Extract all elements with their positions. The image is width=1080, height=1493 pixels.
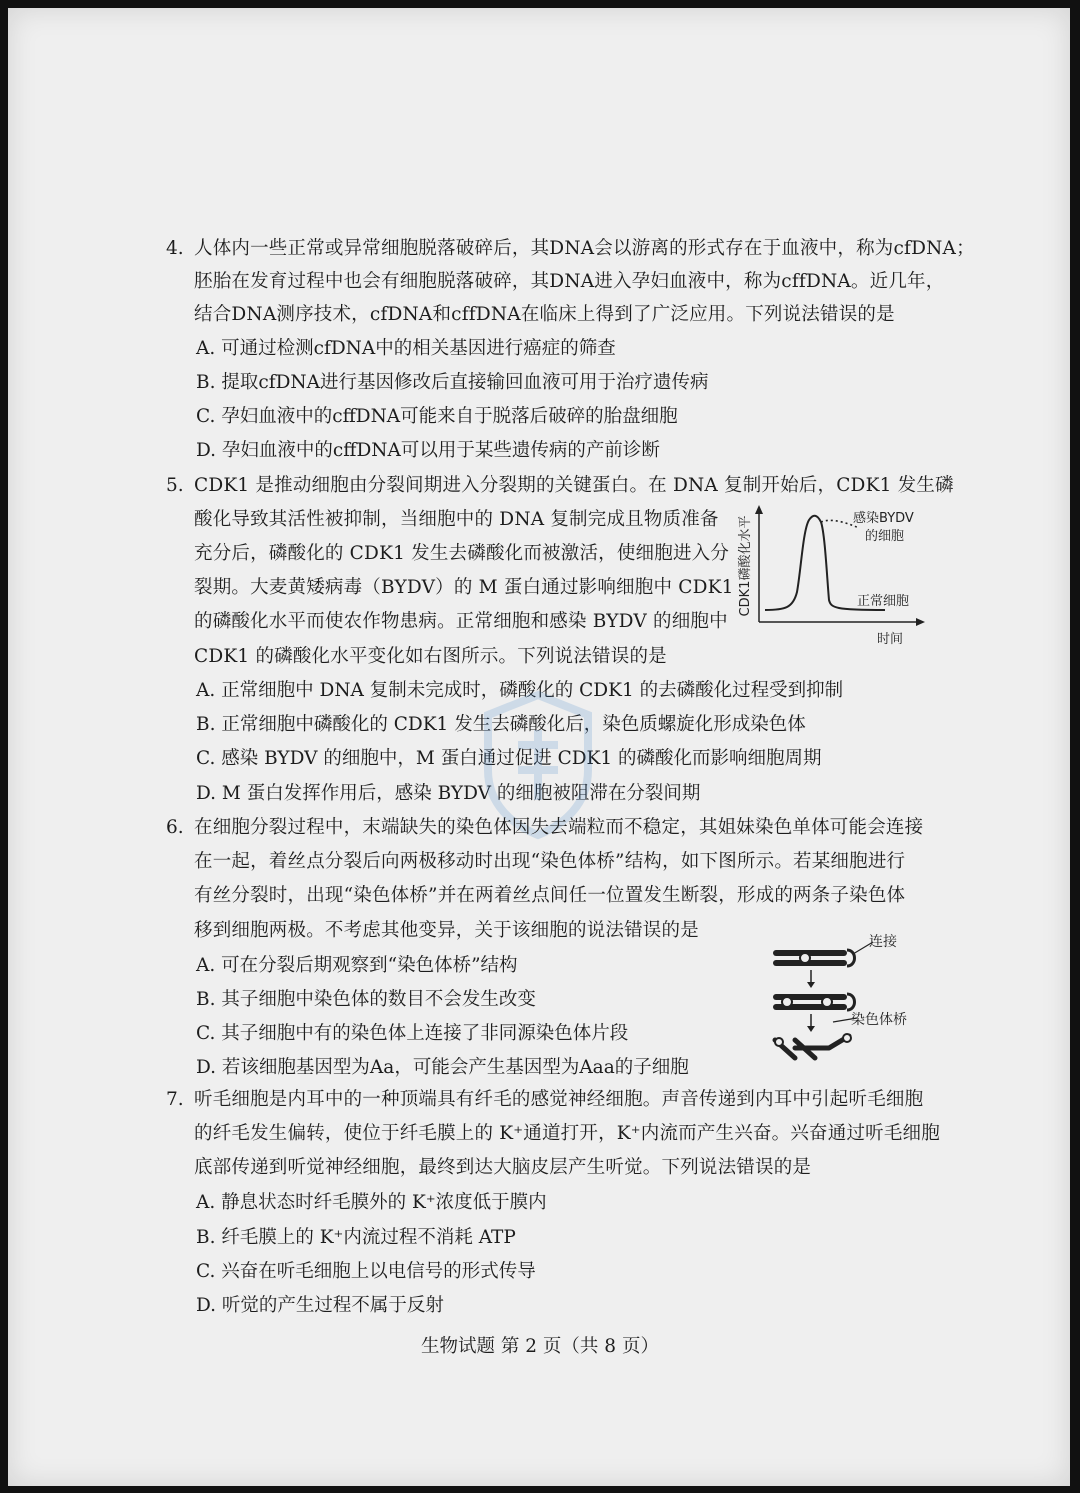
q5-stem-line-2: 酸化导致其活性被抑制，当细胞中的 DNA 复制完成且物质准备 [194, 509, 719, 530]
q4-option-c: C. 孕妇血液中的cffDNA可能来自于脱落后破碎的胎盘细胞 [196, 406, 678, 427]
q4-stem-line-3: 结合DNA测序技术，cfDNA和cffDNA在临床上得到了广泛应用。下列说法错误的是 [194, 304, 895, 325]
q6-stem-line-3: 有丝分裂时，出现“染色体桥”并在两着丝点间任一位置发生断裂，形成的两条子染色体 [194, 885, 906, 906]
q4-stem-line-2: 胚胎在发育过程中也会有细胞脱落破碎，其DNA进入孕妇血液中，称为cffDNA。近几年， [194, 271, 945, 292]
q7-stem-line-1: 听毛细胞是内耳中的一种顶端具有纤毛的感觉神经细胞。声音传递到内耳中引起听毛细胞 [194, 1089, 924, 1110]
q7-option-b: B. 纤毛膜上的 K⁺内流过程不消耗 ATP [196, 1227, 516, 1248]
q4-option-a: A. 可通过检测cfDNA中的相关基因进行癌症的筛查 [196, 338, 616, 359]
graph-xlabel: 时间 [877, 632, 904, 647]
q5-stem-line-1: CDK1 是推动细胞由分裂间期进入分裂期的关键蛋白。在 DNA 复制开始后，CDK1 发生磷 [194, 475, 954, 496]
q5-option-d: D. M 蛋白发挥作用后，感染 BYDV 的细胞被阻滞在分裂间期 [196, 783, 701, 804]
q7-number: 7. [166, 1089, 184, 1110]
q6-option-b: B. 其子细胞中染色体的数目不会发生改变 [196, 989, 536, 1010]
q5-option-a: A. 正常细胞中 DNA 复制未完成时，磷酸化的 CDK1 的去磷酸化过程受到抑制 [196, 680, 844, 701]
q4-number: 4. [166, 238, 184, 259]
q5-option-c: C. 感染 BYDV 的细胞中，M 蛋白通过促进 CDK1 的磷酸化而影响细胞周期 [196, 748, 822, 769]
q6-option-c: C. 其子细胞中有的染色体上连接了非同源染色体片段 [196, 1023, 629, 1044]
cdk1-graph [735, 500, 935, 650]
q4-option-b: B. 提取cfDNA进行基因修改后直接输回血液可用于治疗遗传病 [196, 372, 709, 393]
q7-stem-line-3: 底部传递到听觉神经细胞，最终到达大脑皮层产生听觉。下列说法错误的是 [194, 1157, 812, 1178]
q6-option-d: D. 若该细胞基因型为Aa，可能会产生基因型为Aaa的子细胞 [196, 1057, 689, 1078]
q5-option-b: B. 正常细胞中磷酸化的 CDK1 发生去磷酸化后，染色质螺旋化形成染色体 [196, 714, 806, 735]
q4-option-d: D. 孕妇血液中的cffDNA可以用于某些遗传病的产前诊断 [196, 440, 660, 461]
q6-option-a: A. 可在分裂后期观察到“染色体桥”结构 [196, 955, 518, 976]
figure-label-connect: 连接 [869, 934, 897, 950]
q6-stem-line-4: 移到细胞两极。不考虑其他变异，关于该细胞的说法错误的是 [194, 920, 699, 941]
q5-number: 5. [166, 475, 184, 496]
q4-stem-line-1: 人体内一些正常或异常细胞脱落破碎后，其DNA会以游离的形式存在于血液中，称为cfDNA； [194, 238, 975, 259]
q5-stem-line-6: CDK1 的磷酸化水平变化如右图所示。下列说法错误的是 [194, 646, 667, 667]
q5-stem-line-5: 的磷酸化水平而使农作物患病。正常细胞和感染 BYDV 的细胞中 [194, 611, 728, 632]
q6-stem-line-1: 在细胞分裂过程中，末端缺失的染色体因失去端粒而不稳定，其姐妹染色单体可能会连接 [194, 817, 924, 838]
q7-stem-line-2: 的纤毛发生偏转，使位于纤毛膜上的 K⁺通道打开，K⁺内流而产生兴奋。兴奋通过听毛细胞 [194, 1123, 940, 1144]
infected-label-2: 的细胞 [865, 529, 905, 544]
infected-label-1: 感染BYDV [853, 511, 914, 526]
normal-label: 正常细胞 [857, 594, 910, 609]
q5-stem-line-4: 裂期。大麦黄矮病毒（BYDV）的 M 蛋白通过影响细胞中 CDK1 [194, 577, 734, 598]
q5-stem-line-3: 充分后，磷酸化的 CDK1 发生去磷酸化而被激活，使细胞进入分 [194, 543, 730, 564]
chromosome-bridge-figure [765, 930, 935, 1070]
figure-label-bridge: 染色体桥 [851, 1012, 907, 1028]
page-footer: 生物试题 第 2 页（共 8 页） [421, 1336, 659, 1357]
q6-number: 6. [166, 817, 184, 838]
q7-option-d: D. 听觉的产生过程不属于反射 [196, 1295, 444, 1316]
q6-stem-line-2: 在一起，着丝点分裂后向两极移动时出现“染色体桥”结构，如下图所示。若某细胞进行 [194, 851, 906, 872]
q7-option-c: C. 兴奋在听毛细胞上以电信号的形式传导 [196, 1261, 536, 1282]
graph-ylabel: CDK1磷酸化水平 [738, 515, 753, 617]
q7-option-a: A. 静息状态时纤毛膜外的 K⁺浓度低于膜内 [196, 1192, 547, 1213]
